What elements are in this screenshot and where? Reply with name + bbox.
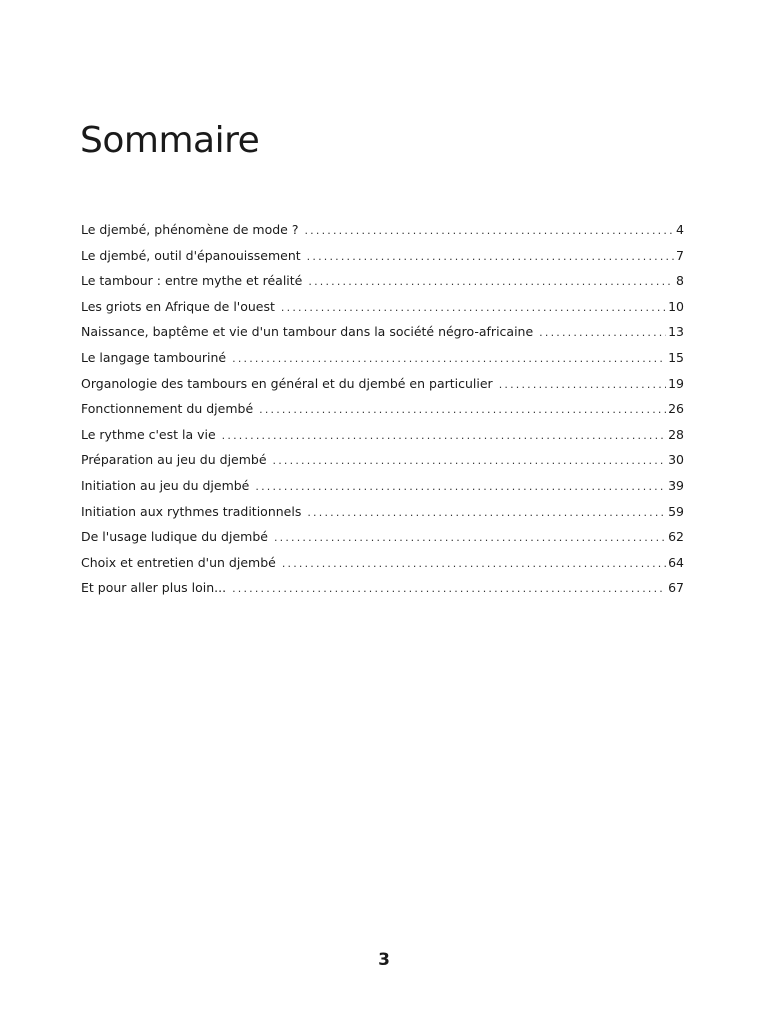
toc-leader-dots: [255, 480, 666, 493]
toc-entry: [81, 401, 684, 427]
toc-leader-dots: [282, 557, 666, 570]
toc-entry-page: 7: [676, 247, 684, 263]
toc-entry: [81, 376, 684, 402]
toc-entry-page: 67: [668, 580, 684, 596]
toc-entry: [81, 529, 684, 555]
toc-entry-title: Le djembé, outil d'épanouissement: [81, 247, 301, 263]
toc-entry-page: 13: [668, 324, 684, 340]
toc-entry-title: Choix et entretien d'un djembé: [81, 554, 276, 570]
toc-entry: [81, 452, 684, 478]
toc-entry-title: Naissance, baptême et vie d'un tambour dans la société négro-africaine: [81, 324, 534, 340]
toc-leader-dots: [232, 582, 666, 595]
toc-entry-page: 8: [676, 273, 684, 289]
toc-entry-page: 15: [668, 349, 684, 365]
toc-entry: [81, 248, 684, 274]
toc-leader-dots: [222, 429, 666, 442]
toc-entry-page: 64: [668, 554, 684, 570]
toc-entry-title: Initiation au jeu du djembé: [81, 477, 250, 493]
toc-entry: [81, 299, 684, 325]
toc-entry-page: 28: [668, 426, 684, 442]
toc-leader-dots: [259, 403, 666, 416]
toc-entry-page: 39: [668, 477, 684, 493]
toc-entry: [81, 273, 684, 299]
toc-entry-title: Le langage tambouriné: [81, 349, 227, 365]
toc-leader-dots: [307, 250, 674, 263]
toc-leader-dots: [304, 224, 674, 237]
toc-leader-dots: [232, 352, 666, 365]
toc-entry-page: 4: [676, 222, 684, 237]
toc-entry-title: Les griots en Afrique de l'ouest: [81, 298, 275, 314]
toc-entry: [81, 222, 684, 248]
table-of-contents: [81, 222, 684, 606]
toc-entry-title: Fonctionnement du djembé: [81, 401, 254, 417]
toc-entry-page: 30: [668, 452, 684, 468]
toc-entry: [81, 555, 684, 581]
toc-entry-title: Le djembé, phénomène de mode ?: [81, 222, 299, 237]
page-title: Sommaire: [80, 120, 260, 161]
toc-entry: [81, 478, 684, 504]
toc-entry-page: 26: [668, 401, 684, 417]
toc-leader-dots: [281, 301, 666, 314]
toc-entry: [81, 427, 684, 453]
toc-entry-title: Initiation aux rythmes traditionnels: [81, 503, 302, 519]
toc-entry-title: Et pour aller plus loin...: [81, 580, 227, 596]
toc-entry-page: 10: [668, 298, 684, 314]
toc-entry: [81, 504, 684, 530]
toc-entry-page: 59: [668, 503, 684, 519]
toc-entry-title: Le rythme c'est la vie: [81, 426, 216, 442]
toc-entry-title: Préparation au jeu du djembé: [81, 452, 267, 468]
toc-entry-page: 19: [668, 375, 684, 391]
toc-entry-title: Le tambour : entre mythe et réalité: [81, 273, 303, 289]
toc-leader-dots: [273, 454, 667, 467]
toc-entry: [81, 350, 684, 376]
toc-leader-dots: [308, 275, 674, 288]
toc-leader-dots: [539, 326, 666, 339]
toc-entry-title: Organologie des tambours en général et du djembé en particulier: [81, 375, 493, 391]
toc-entry: [81, 580, 684, 606]
toc-leader-dots: [499, 378, 666, 391]
page-number: 3: [378, 950, 390, 970]
toc-entry-page: 62: [668, 529, 684, 545]
toc-leader-dots: [307, 506, 666, 519]
toc-entry: [81, 324, 684, 350]
toc-leader-dots: [274, 531, 666, 544]
toc-entry-title: De l'usage ludique du djembé: [81, 529, 268, 545]
